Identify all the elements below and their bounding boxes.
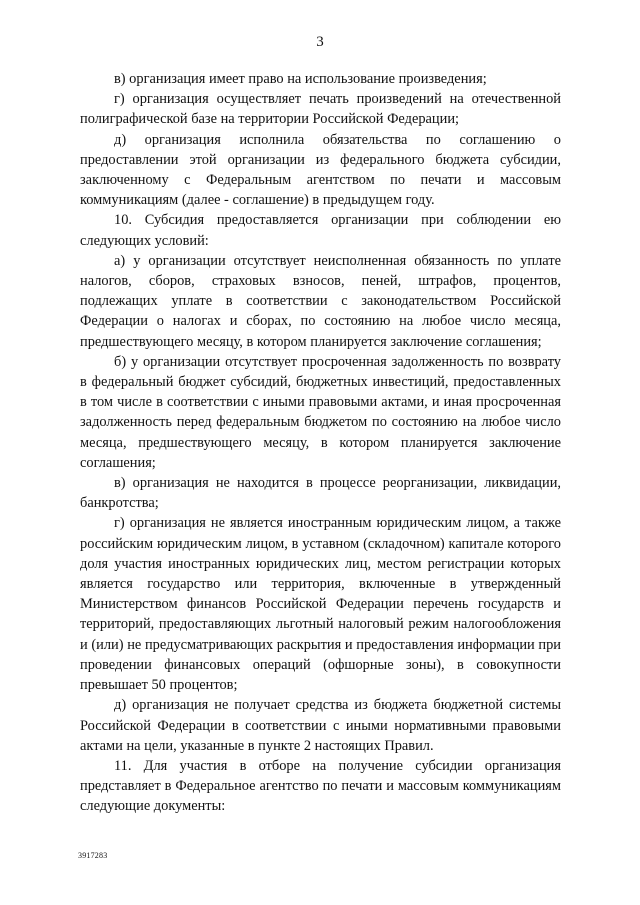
paragraph-condition-g: г) организация не является иностранным юридическим лицом, а также российским юридическим лицом, в уставном (складочном) капитале которого доля участия иностранных юридических лиц, местом регистрации которых является государство или территория, включенные в утвержденный Министерством финансов Российской Федерации перечень государств и территорий, предоставляющих льготный налоговый режим налогообложения и (или) не предусматривающих раскрытия и предоставления информации при проведении финансовых операций (офшорные зоны), в совокупности превышает 50 процентов; bbox=[80, 515, 561, 694]
document-body bbox=[80, 69, 561, 817]
paragraph-item-v: в) организация имеет право на использование произведения; bbox=[114, 71, 487, 87]
paragraph-condition-a: а) у организации отсутствует неисполненная обязанность по уплате налогов, сборов, страховых взносов, пеней, штрафов, процентов, подлежащих уплате в соответствии с законодательством Российской Федерации о налогах и сборах, по состоянию на любое число месяца, предшествующего месяцу, в котором планируется заключение соглашения; bbox=[80, 252, 561, 350]
paragraph-clause-10: 10. Субсидия предоставляется организации при соблюдении ею следующих условий: bbox=[80, 212, 561, 249]
paragraph-condition-v: в) организация не находится в процессе реорганизации, ликвидации, банкротства; bbox=[80, 475, 561, 512]
paragraph-item-d: д) организация исполнила обязательства по соглашению о предоставлении этой организации из федерального бюджета субсидии, заключенному с Федеральным агентством по печати и массовым коммуникациям (далее - соглашение) в предыдущем году. bbox=[80, 131, 561, 209]
document-id: 3917283 bbox=[78, 851, 108, 860]
paragraph-condition-b: б) у организации отсутствует просроченная задолженность по возврату в федеральный бюджет субсидий, бюджетных инвестиций, предоставленных в том числе в соответствии с иными правовыми актами, и иная просроченная задолженность перед федеральным бюджетом по состоянию на любое число месяца, предшествующего месяцу, в котором планируется заключение соглашения; bbox=[80, 353, 561, 471]
paragraph-clause-11: 11. Для участия в отборе на получение субсидии организация представляет в Федеральное агентство по печати и массовым коммуникациям следующие документы: bbox=[80, 757, 561, 815]
paragraph-item-g: г) организация осуществляет печать произведений на отечественной полиграфической базе на территории Российской Федерации; bbox=[80, 91, 561, 128]
page-number: 3 bbox=[316, 34, 324, 50]
paragraph-condition-d: д) организация не получает средства из бюджета бюджетной системы Российской Федерации в соответствии с иными нормативными правовыми актами на цели, указанные в пункте 2 настоящих Правил. bbox=[80, 697, 561, 754]
